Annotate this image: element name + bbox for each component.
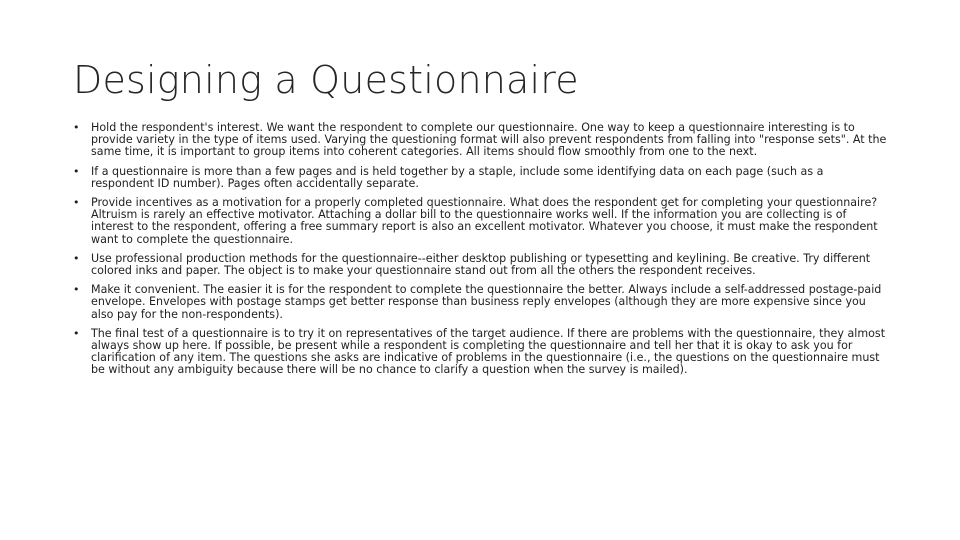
- bullet-text: Hold the respondent's interest. We want the respondent to complete our questionnaire. One way to keep a questionnaire interesting is to provide variety in the type of items used. Varying the questioning format will also prevent respondents from falling into "response sets". At the same time, it is important to group items into coherent categories. All items should flow smoothly from one to the next.: [91, 121, 887, 159]
- bullet-item-final-test: [73, 328, 888, 377]
- bullet-icon: •: [73, 121, 80, 134]
- slide-title: Designing a Questionnaire: [73, 58, 579, 102]
- bullet-item-incentives: [73, 197, 888, 246]
- bullet-item-convenient: [73, 284, 888, 321]
- bullet-text: If a questionnaire is more than a few pages and is held together by a staple, include some identifying data on each page (such as a respondent ID number). Pages often accidentally separate.: [91, 164, 824, 190]
- bullet-text: Make it convenient. The easier it is for the respondent to complete the questionnaire the better. Always include a self-addressed postage-paid envelope. Envelopes with postage stamps get better response than business reply envelopes (although they are more expensive since you also pay for the non-respondents).: [91, 283, 882, 321]
- bullet-text: Use professional production methods for the questionnaire--either desktop publishing or typesetting and keylining. Be creative. Try different colored inks and paper. The object is to make your questionnaire stand out from all the others the respondent receives.: [91, 251, 871, 278]
- bullet-list: [73, 122, 888, 384]
- bullet-icon: •: [73, 283, 80, 297]
- bullet-item-production: [73, 253, 888, 277]
- bullet-icon: •: [73, 326, 80, 340]
- bullet-icon: •: [73, 164, 80, 178]
- bullet-text: Provide incentives as a motivation for a properly completed questionnaire. What does the respondent get for completing your questionnaire? Altruism is rarely an effective motivator. Attaching a dollar bill to the questionnaire works well. If the information you are collecting is of interest to the respondent, offering a free summary report is also an excellent motivator. Whatever you choose, it must make the respondent want to complete the questionnaire.: [91, 196, 878, 246]
- bullet-item-interest: [73, 122, 888, 159]
- bullet-item-identifying-data: [73, 166, 888, 190]
- bullet-icon: •: [73, 196, 80, 210]
- bullet-text: The final test of a questionnaire is to try it on representatives of the target audience. If there are problems with the questionnaire, they almost always show up here. If possible, be present while a respondent is completing the questionnaire and tell her that it is okay to ask you for clarification of any item. The questions she asks are indicative of problems in the questionnaire (i.e., the questions on the questionnaire must be without any ambiguity because there will be no chance to clarify a question when the survey is mailed).: [91, 326, 886, 377]
- bullet-icon: •: [73, 251, 80, 265]
